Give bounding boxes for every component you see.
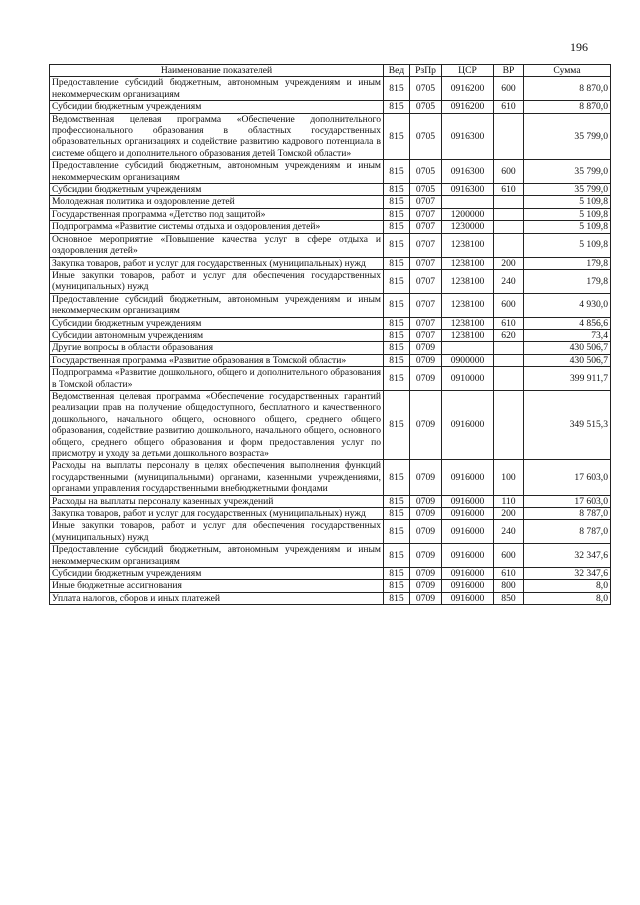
row-ved-cell: 815	[384, 592, 410, 604]
row-ved-cell: 815	[384, 269, 410, 293]
row-name-cell: Молодежная политика и оздоровление детей	[50, 196, 384, 208]
table-row	[50, 208, 611, 220]
table-row	[50, 568, 611, 580]
table-row	[50, 257, 611, 269]
row-csr-cell	[442, 342, 494, 354]
row-name-cell: Уплата налогов, сборов и иных платежей	[50, 592, 384, 604]
row-vr-cell	[494, 367, 524, 391]
row-csr-cell: 0916000	[442, 592, 494, 604]
row-sum-cell: 399 911,7	[524, 367, 611, 391]
table-row	[50, 390, 611, 459]
page-number: 196	[570, 40, 588, 54]
row-rzpr-cell: 0707	[410, 196, 442, 208]
row-name-cell: Предоставление субсидий бюджетным, автономным учреждениям и иным некоммерческим организациям	[50, 293, 384, 317]
row-csr-cell: 1200000	[442, 208, 494, 220]
row-rzpr-cell: 0707	[410, 269, 442, 293]
table-row	[50, 329, 611, 341]
row-sum-cell: 35 799,0	[524, 160, 611, 184]
row-ved-cell: 815	[384, 544, 410, 568]
row-ved-cell: 815	[384, 233, 410, 257]
row-name-cell: Иные закупки товаров, работ и услуг для обеспечения государственных (муниципальных) нужд	[50, 520, 384, 544]
table-header-row	[50, 65, 611, 77]
row-csr-cell: 1238100	[442, 329, 494, 341]
row-name-cell: Предоставление субсидий бюджетным, автономным учреждениям и иным некоммерческим организациям	[50, 77, 384, 101]
table-row	[50, 460, 611, 495]
table-row	[50, 367, 611, 391]
row-name-cell: Субсидии автономным учреждениям	[50, 329, 384, 341]
row-name-cell: Субсидии бюджетным учреждениям	[50, 317, 384, 329]
row-ved-cell: 815	[384, 495, 410, 507]
table-row	[50, 592, 611, 604]
row-ved-cell: 815	[384, 390, 410, 459]
row-ved-cell: 815	[384, 160, 410, 184]
table-row	[50, 77, 611, 101]
row-sum-cell: 17 603,0	[524, 495, 611, 507]
row-vr-cell: 600	[494, 293, 524, 317]
row-ved-cell: 815	[384, 184, 410, 196]
row-ved-cell: 815	[384, 580, 410, 592]
row-rzpr-cell: 0705	[410, 184, 442, 196]
row-vr-cell: 620	[494, 329, 524, 341]
row-ved-cell: 815	[384, 257, 410, 269]
row-ved-cell: 815	[384, 329, 410, 341]
row-name-cell: Закупка товаров, работ и услуг для государственных (муниципальных) нужд	[50, 257, 384, 269]
row-vr-cell: 200	[494, 257, 524, 269]
row-sum-cell: 5 109,8	[524, 233, 611, 257]
table-row	[50, 580, 611, 592]
row-sum-cell: 8 870,0	[524, 101, 611, 113]
row-name-cell: Подпрограмма «Развитие системы отдыха и оздоровления детей»	[50, 221, 384, 233]
row-rzpr-cell: 0705	[410, 160, 442, 184]
row-csr-cell: 0916000	[442, 544, 494, 568]
row-sum-cell: 17 603,0	[524, 460, 611, 495]
row-vr-cell: 240	[494, 269, 524, 293]
row-name-cell: Субсидии бюджетным учреждениям	[50, 101, 384, 113]
table-row	[50, 160, 611, 184]
row-rzpr-cell: 0707	[410, 208, 442, 220]
row-ved-cell: 815	[384, 293, 410, 317]
row-csr-cell: 0916300	[442, 184, 494, 196]
row-ved-cell: 815	[384, 354, 410, 366]
row-vr-cell: 600	[494, 77, 524, 101]
row-name-cell: Расходы на выплаты персоналу казенных учреждений	[50, 495, 384, 507]
row-sum-cell: 32 347,6	[524, 568, 611, 580]
table-body	[50, 77, 611, 605]
row-rzpr-cell: 0709	[410, 390, 442, 459]
row-sum-cell: 35 799,0	[524, 113, 611, 160]
row-ved-cell: 815	[384, 317, 410, 329]
row-sum-cell: 8,0	[524, 592, 611, 604]
row-csr-cell: 0916200	[442, 77, 494, 101]
row-vr-cell: 600	[494, 160, 524, 184]
row-vr-cell: 800	[494, 580, 524, 592]
row-sum-cell: 35 799,0	[524, 184, 611, 196]
row-ved-cell: 815	[384, 568, 410, 580]
row-csr-cell: 0916000	[442, 580, 494, 592]
row-sum-cell: 179,8	[524, 269, 611, 293]
row-ved-cell: 815	[384, 520, 410, 544]
row-rzpr-cell: 0709	[410, 367, 442, 391]
header-csr: ЦСР	[442, 65, 494, 77]
row-name-cell: Предоставление субсидий бюджетным, автономным учреждениям и иным некоммерческим организациям	[50, 544, 384, 568]
row-name-cell: Предоставление субсидий бюджетным, автономным учреждениям и иным некоммерческим организациям	[50, 160, 384, 184]
row-vr-cell: 610	[494, 101, 524, 113]
row-vr-cell: 110	[494, 495, 524, 507]
row-csr-cell: 0916200	[442, 101, 494, 113]
row-vr-cell: 610	[494, 184, 524, 196]
row-vr-cell	[494, 196, 524, 208]
row-ved-cell: 815	[384, 221, 410, 233]
row-sum-cell: 349 515,3	[524, 390, 611, 459]
table-row	[50, 544, 611, 568]
row-sum-cell: 8 787,0	[524, 520, 611, 544]
row-rzpr-cell: 0707	[410, 293, 442, 317]
row-csr-cell: 0916000	[442, 460, 494, 495]
row-vr-cell: 850	[494, 592, 524, 604]
row-ved-cell: 815	[384, 367, 410, 391]
row-csr-cell: 1238100	[442, 257, 494, 269]
row-name-cell: Подпрограмма «Развитие дошкольного, общего и дополнительного образования в Томской области»	[50, 367, 384, 391]
row-vr-cell	[494, 390, 524, 459]
row-csr-cell: 1238100	[442, 317, 494, 329]
row-sum-cell: 8,0	[524, 580, 611, 592]
row-sum-cell: 4 930,0	[524, 293, 611, 317]
budget-table	[49, 64, 611, 605]
table-row	[50, 342, 611, 354]
row-name-cell: Субсидии бюджетным учреждениям	[50, 184, 384, 196]
header-ved: Вед	[384, 65, 410, 77]
table-row	[50, 269, 611, 293]
header-name: Наименование показателей	[50, 65, 384, 77]
row-name-cell: Основное мероприятие «Повышение качества услуг в сфере отдыха и оздоровления детей»	[50, 233, 384, 257]
row-csr-cell: 0900000	[442, 354, 494, 366]
row-csr-cell: 0916000	[442, 495, 494, 507]
row-csr-cell: 0916000	[442, 568, 494, 580]
row-rzpr-cell: 0709	[410, 342, 442, 354]
row-sum-cell: 73,4	[524, 329, 611, 341]
row-vr-cell	[494, 342, 524, 354]
table-row	[50, 113, 611, 160]
row-sum-cell: 5 109,8	[524, 196, 611, 208]
table-row	[50, 101, 611, 113]
row-name-cell: Расходы на выплаты персоналу в целях обеспечения выполнения функций государственными (муниципальными) органами, казенными учреждениями, органами управления государственными внебюджетными фондами	[50, 460, 384, 495]
row-rzpr-cell: 0707	[410, 257, 442, 269]
row-csr-cell: 0916000	[442, 520, 494, 544]
row-rzpr-cell: 0705	[410, 77, 442, 101]
row-csr-cell: 0916000	[442, 508, 494, 520]
row-vr-cell: 610	[494, 317, 524, 329]
row-ved-cell: 815	[384, 77, 410, 101]
row-vr-cell: 100	[494, 460, 524, 495]
table-row	[50, 293, 611, 317]
row-sum-cell: 5 109,8	[524, 221, 611, 233]
row-sum-cell: 430 506,7	[524, 354, 611, 366]
row-name-cell: Субсидии бюджетным учреждениям	[50, 568, 384, 580]
row-sum-cell: 32 347,6	[524, 544, 611, 568]
row-csr-cell: 0916000	[442, 390, 494, 459]
row-ved-cell: 815	[384, 101, 410, 113]
row-sum-cell: 4 856,6	[524, 317, 611, 329]
row-name-cell: Иные бюджетные ассигнования	[50, 580, 384, 592]
table-row	[50, 221, 611, 233]
table-row	[50, 354, 611, 366]
row-rzpr-cell: 0707	[410, 329, 442, 341]
row-ved-cell: 815	[384, 342, 410, 354]
row-vr-cell: 600	[494, 544, 524, 568]
row-rzpr-cell: 0709	[410, 520, 442, 544]
row-rzpr-cell: 0707	[410, 233, 442, 257]
row-csr-cell: 0910000	[442, 367, 494, 391]
row-sum-cell: 179,8	[524, 257, 611, 269]
row-name-cell: Иные закупки товаров, работ и услуг для обеспечения государственных (муниципальных) нужд	[50, 269, 384, 293]
row-vr-cell: 240	[494, 520, 524, 544]
row-name-cell: Государственная программа «Детство под защитой»	[50, 208, 384, 220]
row-vr-cell	[494, 221, 524, 233]
row-rzpr-cell: 0707	[410, 221, 442, 233]
row-sum-cell: 8 787,0	[524, 508, 611, 520]
table-row	[50, 233, 611, 257]
row-ved-cell: 815	[384, 113, 410, 160]
table-row	[50, 196, 611, 208]
row-rzpr-cell: 0709	[410, 592, 442, 604]
row-csr-cell: 1238100	[442, 293, 494, 317]
row-rzpr-cell: 0705	[410, 113, 442, 160]
row-ved-cell: 815	[384, 196, 410, 208]
row-name-cell: Закупка товаров, работ и услуг для государственных (муниципальных) нужд	[50, 508, 384, 520]
header-vr: ВР	[494, 65, 524, 77]
row-vr-cell: 610	[494, 568, 524, 580]
row-sum-cell: 8 870,0	[524, 77, 611, 101]
row-rzpr-cell: 0709	[410, 544, 442, 568]
row-rzpr-cell: 0709	[410, 495, 442, 507]
row-name-cell: Другие вопросы в области образования	[50, 342, 384, 354]
row-csr-cell: 0916300	[442, 113, 494, 160]
row-rzpr-cell: 0709	[410, 508, 442, 520]
row-csr-cell	[442, 196, 494, 208]
table-row	[50, 317, 611, 329]
row-ved-cell: 815	[384, 508, 410, 520]
row-rzpr-cell: 0709	[410, 354, 442, 366]
row-csr-cell: 0916300	[442, 160, 494, 184]
row-vr-cell	[494, 113, 524, 160]
table-row	[50, 495, 611, 507]
row-rzpr-cell: 0709	[410, 568, 442, 580]
header-sum: Сумма	[524, 65, 611, 77]
row-name-cell: Государственная программа «Развитие образования в Томской области»	[50, 354, 384, 366]
row-ved-cell: 815	[384, 460, 410, 495]
row-csr-cell: 1238100	[442, 233, 494, 257]
table-row	[50, 184, 611, 196]
row-name-cell: Ведомственная целевая программа «Обеспечение государственных гарантий реализации прав на получение общедоступного, бесплатного и качественного дошкольного, начального общего, основного общего, среднего общего образования, содействие развитию дошкольного, начального общего, основного общего, среднего общего образования и форм предоставления услуг по присмотру и уходу за детьми дошкольного возраста»	[50, 390, 384, 459]
row-vr-cell	[494, 233, 524, 257]
header-rzpr: РзПр	[410, 65, 442, 77]
row-sum-cell: 5 109,8	[524, 208, 611, 220]
row-csr-cell: 1230000	[442, 221, 494, 233]
row-vr-cell: 200	[494, 508, 524, 520]
row-rzpr-cell: 0705	[410, 101, 442, 113]
row-sum-cell: 430 506,7	[524, 342, 611, 354]
row-ved-cell: 815	[384, 208, 410, 220]
table-row	[50, 520, 611, 544]
row-vr-cell	[494, 208, 524, 220]
row-csr-cell: 1238100	[442, 269, 494, 293]
row-rzpr-cell: 0709	[410, 460, 442, 495]
row-rzpr-cell: 0709	[410, 580, 442, 592]
table-row	[50, 508, 611, 520]
row-vr-cell	[494, 354, 524, 366]
row-name-cell: Ведомственная целевая программа «Обеспечение дополнительного профессионального образования в областных государственных образовательных организациях и содействие развитию кадрового потенциала в системе общего и дополнительного образования детей Томской области»	[50, 113, 384, 160]
row-rzpr-cell: 0707	[410, 317, 442, 329]
